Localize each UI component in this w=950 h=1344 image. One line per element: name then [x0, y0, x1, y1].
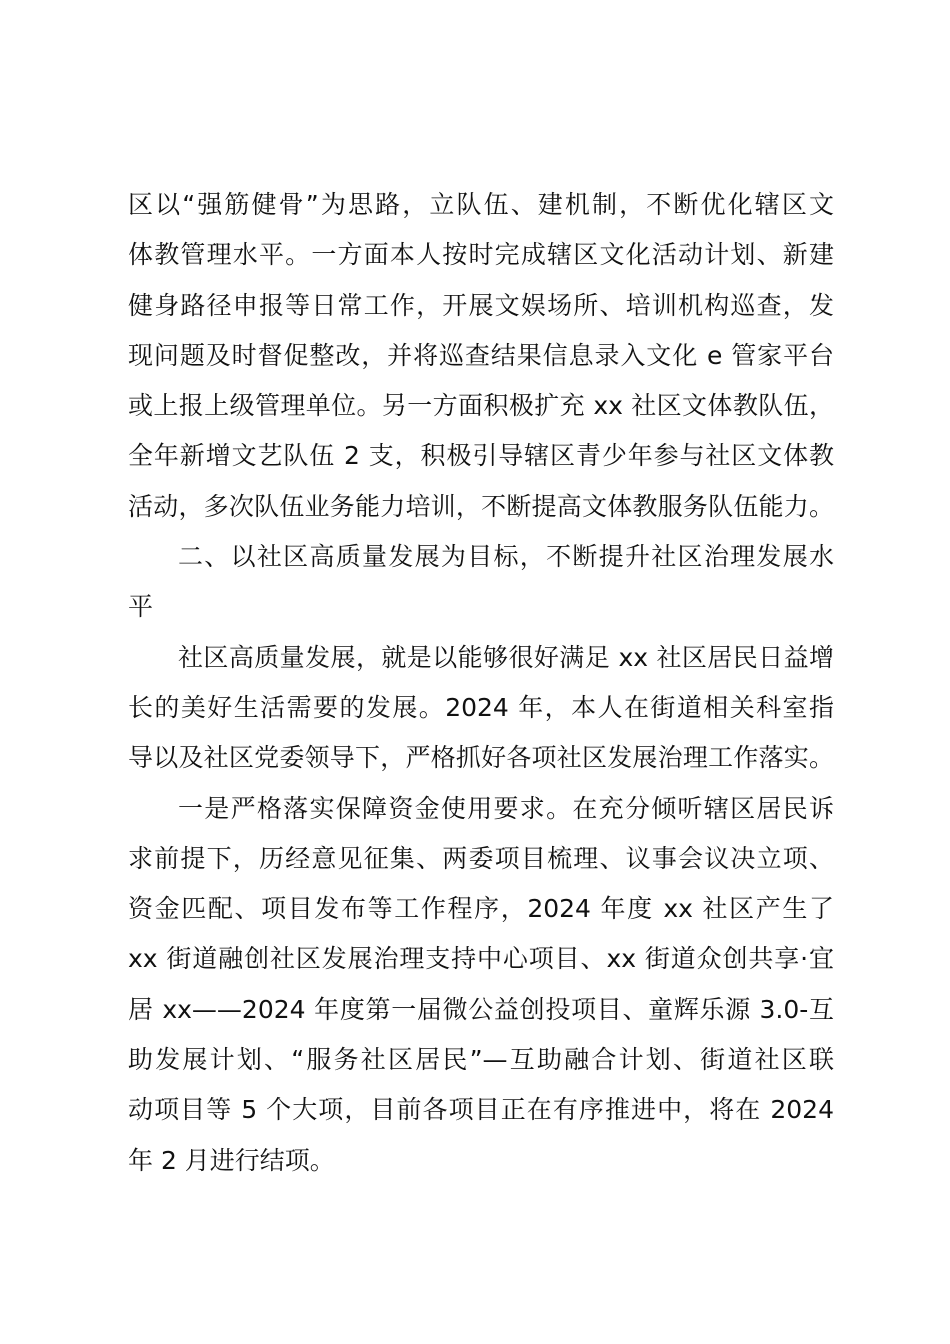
section-heading-line: 平: [128, 592, 154, 622]
text-line: 一是严格落实保障资金使用要求。在充分倾听辖区居民诉: [178, 793, 834, 823]
text-line: 区以“强筋健骨”为思路，立队伍、建机制，不断优化辖区文: [128, 190, 834, 219]
text-line: 体教管理水平。一方面本人按时完成辖区文化活动计划、新建: [128, 240, 834, 270]
text-line: 社区高质量发展，就是以能够很好满足 xx 社区居民日益增: [178, 642, 834, 672]
text-line: 资金匹配、项目发布等工作程序，2024 年度 xx 社区产生了: [128, 894, 834, 924]
text-line: 动项目等 5 个大项，目前各项目正在有序推进中，将在 2024: [128, 1095, 834, 1125]
text-line: 助发展计划、“服务社区居民”—互助融合计划、街道社区联: [128, 1045, 834, 1075]
text-line: 导以及社区党委领导下，严格抓好各项社区发展治理工作落实。: [128, 743, 834, 773]
text-line: 健身路径申报等日常工作，开展文娱场所、培训机构巡查，发: [128, 290, 834, 320]
text-line: xx 街道融创社区发展治理支持中心项目、xx 街道众创共享·宜: [128, 944, 834, 974]
text-line: 现问题及时督促整改，并将巡查结果信息录入文化 e 管家平台: [128, 340, 834, 370]
section-heading-line: 二、以社区高质量发展为目标，不断提升社区治理发展水: [178, 542, 834, 572]
text-line: 年 2 月进行结项。: [128, 1145, 335, 1175]
text-line: 居 xx——2024 年度第一届微公益创投项目、童辉乐源 3.0-互: [128, 994, 834, 1024]
text-line: 求前提下，历经意见征集、两委项目梳理、议事会议决立项、: [128, 843, 834, 873]
text-line: 全年新增文艺队伍 2 支，积极引导辖区青少年参与社区文体教: [128, 441, 834, 471]
text-line: 长的美好生活需要的发展。2024 年，本人在街道相关科室指: [128, 692, 834, 722]
text-line: 活动，多次队伍业务能力培训，不断提高文体教服务队伍能力。: [128, 491, 834, 521]
text-line: 或上报上级管理单位。另一方面积极扩充 xx 社区文体教队伍，: [128, 391, 834, 421]
document-body: [128, 180, 834, 1186]
